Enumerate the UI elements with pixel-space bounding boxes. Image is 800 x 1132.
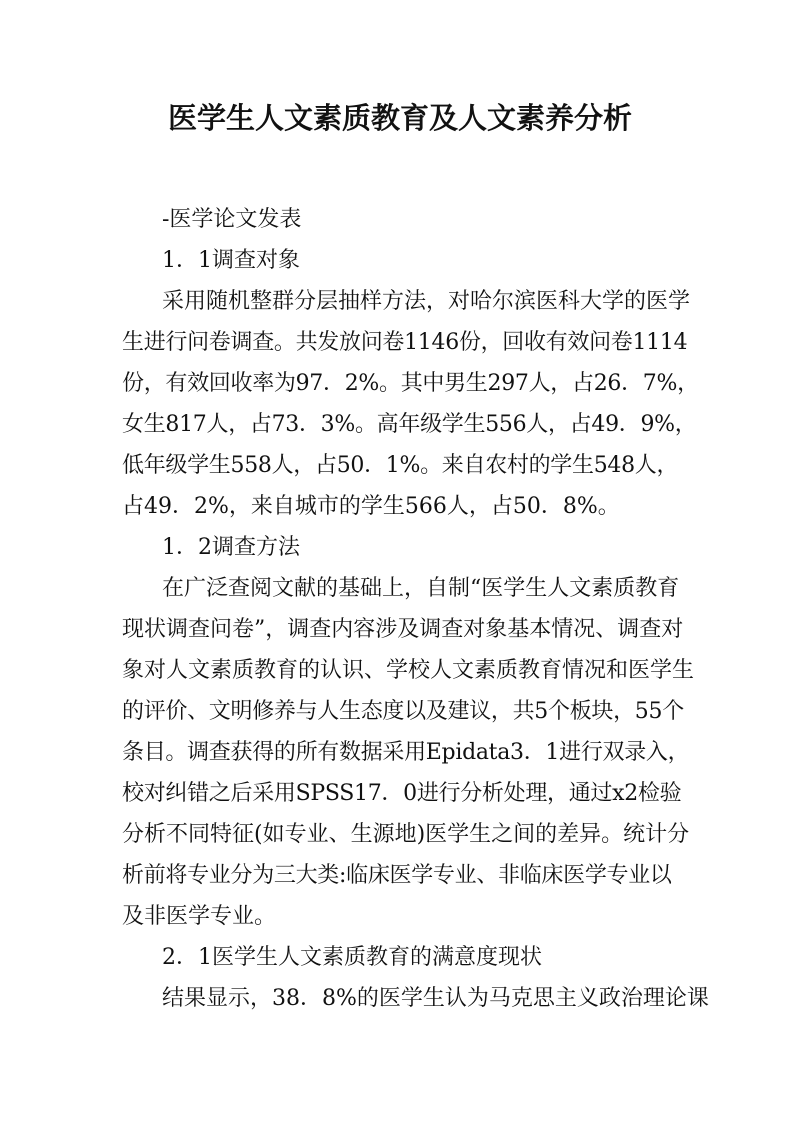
paragraph-line: 结果显示，38．8%的医学生认为马克思主义政治理论课: [162, 986, 709, 1011]
paragraph-line: 占49．2%，来自城市的学生566人，占50．8%。: [122, 494, 620, 519]
paragraph-line: 及非医学专业。: [122, 904, 277, 929]
paragraph-line: 生进行问卷调查。共发放问卷1146份，回收有效问卷1114: [122, 330, 688, 355]
section-heading: 1．2调查方法: [162, 535, 300, 560]
paragraph-line: 分析不同特征(如专业、生源地)医学生之间的差异。统计分: [122, 822, 690, 847]
paragraph-line: 在广泛查阅文献的基础上，自制“医学生人文素质教育: [162, 576, 680, 601]
paragraph-line: 现状调查问卷”，调查内容涉及调查对象基本情况、调查对: [122, 617, 684, 642]
paragraph-line: 校对纠错之后采用SPSS17．0进行分析处理，通过x2检验: [122, 781, 682, 806]
paragraph-line: 低年级学生558人，占50．1%。来自农村的学生548人，: [122, 453, 679, 478]
section-heading: 2．1医学生人文素质教育的满意度现状: [162, 945, 542, 970]
paragraph-line: 女生817人，占73．3%。高年级学生556人，占49．9%，: [122, 412, 697, 437]
paragraph-line: 份，有效回收率为97．2%。其中男生297人，占26．7%，: [122, 371, 699, 396]
document-body: [122, 199, 709, 1019]
paragraph-line: 象对人文素质教育的认识、学校人文素质教育情况和医学生: [122, 658, 695, 683]
page-title: 医学生人文素质教育及人文素养分析: [167, 101, 632, 135]
paragraph-line: 的评价、文明修养与人生态度以及建议，共5个板块，55个: [122, 699, 684, 724]
paragraph-line: 采用随机整群分层抽样方法，对哈尔滨医科大学的医学: [162, 289, 691, 314]
paragraph-line: 条目。调查获得的所有数据采用Epidata3．1进行双录入，: [122, 740, 690, 765]
section-heading: 1．1调查对象: [162, 248, 300, 273]
paragraph-line: 析前将专业分为三大类:临床医学专业、非临床医学专业以: [122, 863, 672, 888]
subtitle-line: -医学论文发表: [162, 207, 302, 232]
